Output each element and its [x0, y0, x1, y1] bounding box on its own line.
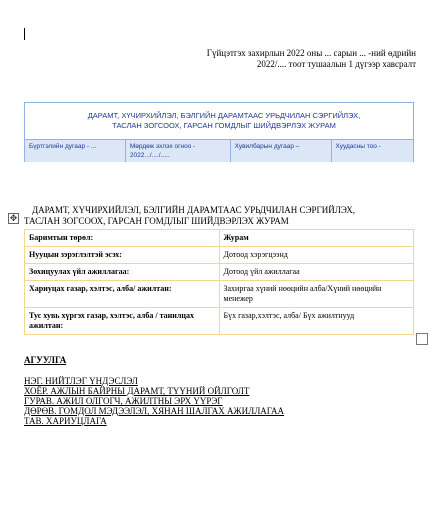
toc-item[interactable]: ТАВ. ХАРИУЦЛАГА — [24, 416, 107, 426]
toc-item[interactable]: ХОЁР. АЖЛЫН БАЙРНЫ ДАРАМТ, ТҮҮНИЙ ОЙЛГОЛТ — [24, 386, 250, 396]
table-of-contents — [24, 376, 284, 426]
table-cell-value: Бүх газар,хэлтэс, алба/ Бүх ажилтнууд — [219, 308, 414, 335]
table-cell-label: Тус хувь хүргэх газар, хэлтэс, алба / танилцах ажилтан: — [25, 308, 220, 335]
document-info-box-title: ДАРАМТ, ХҮЧИРХИЙЛЭЛ, БЭЛГИЙН ДАРАМТААС УРЬДЧИЛАН СЭРГИЙЛЭХ, ТАСЛАН ЗОГСООХ, ГАРСАН ГОМДЛЫГ ШИЙДВЭРЛЭХ ЖУРАМ — [87, 111, 361, 130]
document-title — [24, 205, 394, 227]
table-cell-value: Дотоод үйл ажиллагаа — [219, 264, 414, 281]
toc-item[interactable]: НЭГ. НИЙТЛЭГ ҮНДЭСЛЭЛ — [24, 376, 138, 386]
table-row — [25, 308, 414, 335]
table-row — [25, 281, 414, 308]
table-cell-label: Хариуцах газар, хэлтэс, алба/ ажилтан: — [25, 281, 220, 308]
registration-number-cell: Бүртгэлийн дугаар - ... — [25, 140, 126, 162]
document-title-line1: ДАРАМТ, ХҮЧИРХИЙЛЭЛ, БЭЛГИЙН ДАРАМТААС УРЬДЧИЛАН СЭРГИЙЛЭХ, — [32, 205, 356, 215]
toc-item[interactable]: ДӨРӨВ. ГОМДОЛ МЭДЭЭЛЭЛ, ХЯНАН ШАЛГАХ АЖИЛЛАГАА — [24, 406, 285, 416]
header-note-line2: 2022/.... тоот тушаалын 1 дүгээр хавсралт — [256, 59, 416, 69]
table-cell-value: Журам — [219, 230, 414, 247]
document-info-box — [24, 102, 414, 162]
effective-date-cell: Мөрдөж эхлэх огноо - 2022.../..../..... — [126, 140, 231, 162]
table-row — [25, 264, 414, 281]
page-count-cell: Хуудасны тоо - — [335, 143, 381, 150]
table-cell-value: Дотоод хэрэгцээнд — [219, 247, 414, 264]
table-cell-label: Баримтын төрөл: — [25, 230, 220, 247]
header-note-line1: Гүйцэтгэх захирлын 2022 оны ... сарын ... -ний өдрийн — [206, 48, 416, 58]
text-cursor — [24, 28, 25, 40]
table-row — [25, 230, 414, 247]
toc-heading: АГУУЛГА — [24, 355, 67, 365]
table-cell-label: Нууцын зэрэглэлтэй эсэх: — [25, 247, 220, 264]
toc-item[interactable]: ГУРАВ. АЖИЛ ОЛГОГЧ, АЖИЛТНЫ ЭРХ ҮҮРЭГ — [24, 396, 223, 406]
header-note — [116, 48, 416, 70]
table-cell-value: Захиргаа хүний нөөцийн алба/Хүний нөөцийн менежер — [219, 281, 414, 308]
document-info-row — [25, 139, 413, 162]
document-info-table — [24, 229, 414, 335]
version-number-cell: Хувилбарын дугаар – — [231, 140, 332, 162]
table-resize-handle-icon[interactable] — [416, 333, 428, 345]
document-title-line2: ТАСЛАН ЗОГСООХ, ГАРСАН ГОМДЛЫГ ШИЙДВЭРЛЭХ ЖУРАМ — [24, 216, 289, 226]
table-move-handle-icon[interactable]: ✥ — [9, 213, 18, 223]
table-row — [25, 247, 414, 264]
table-cell-label: Зохицуулах үйл ажиллагаа: — [25, 264, 220, 281]
